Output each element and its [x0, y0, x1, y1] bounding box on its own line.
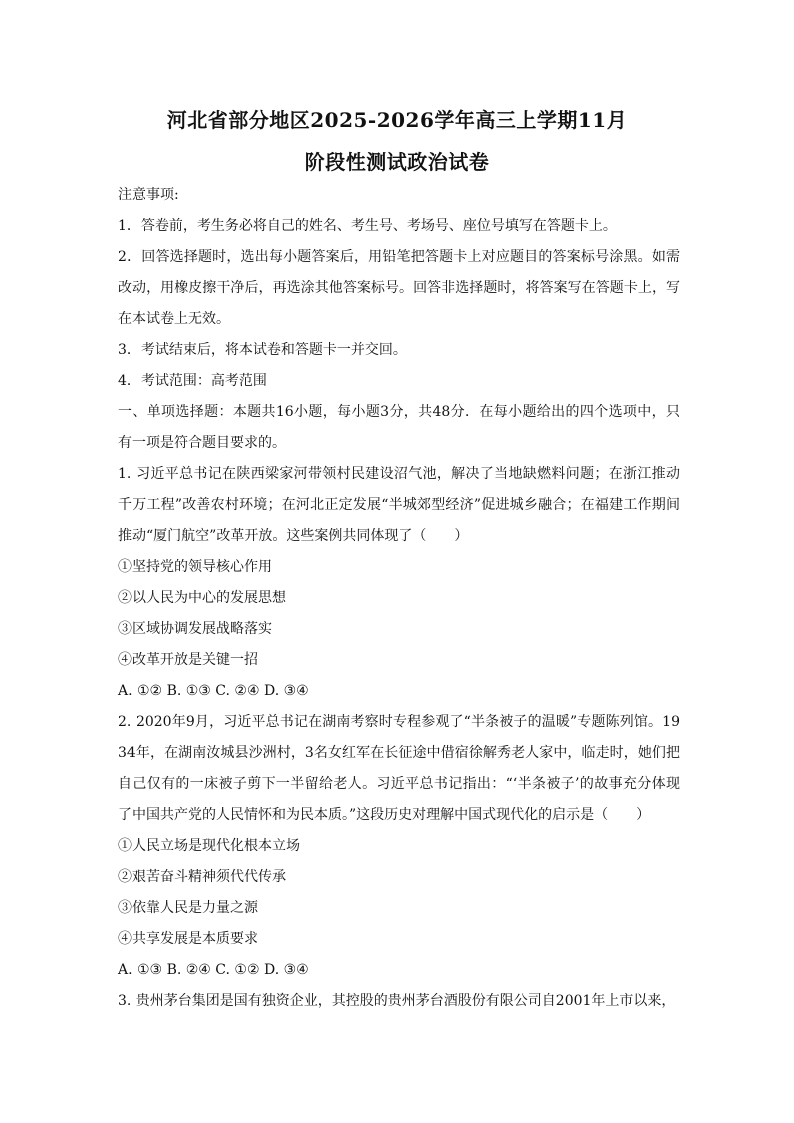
notice-item-4: 4．考试范围：高考范围: [118, 373, 267, 389]
section-heading: 一、单项选择题：本题共16小题，每小题3分，共48分．在每小题给出的四个选项中，只有一项是符合题目要求的。: [118, 404, 680, 451]
statement-1: ①人民立场是现代化根本立场: [118, 838, 300, 854]
statement-3: ③区域协调发展战略落实: [118, 621, 272, 637]
answer-choices: A. ①③ B. ②④ C. ①② D. ③④: [118, 962, 309, 978]
question-2: [118, 707, 680, 986]
page-title: 河北省部分地区2025-2026学年高三上学期11月: [166, 108, 628, 132]
question-1: [118, 459, 680, 707]
notice-label: 注意事项:: [118, 187, 179, 203]
question-stem: 3. 贵州茅台集团是国有独资企业，其控股的贵州茅台酒股份有限公司自2001年上市以来，: [118, 993, 676, 1009]
notice-item-1: 1．答卷前，考生务必将自己的姓名、考生号、考场号、座位号填写在答题卡上。: [118, 218, 617, 234]
question-stem: 1. 习近平总书记在陕西梁家河带领村民建设沼气池，解决了当地缺燃料问题；在浙江推动千万工程”改善农村环境；在河北正定发展“半城郊型经济”促进城乡融合；在福建工作期间推动“厦门航空”改革开放。这些案例共同体现了（ ）: [118, 466, 680, 544]
notice-item-3: 3．考试结束后，将本试卷和答题卡一并交回。: [118, 342, 407, 358]
statement-4: ④改革开放是关键一招: [118, 652, 258, 668]
notice-item-2: 2．回答选择题时，选出每小题答案后，用铅笔把答题卡上对应题目的答案标号涂黑。如需改动，用橡皮擦干净后，再选涂其他答案标号。回答非选择题时，将答案写在答题卡上，写在本试卷上无效。: [118, 249, 680, 327]
page-subtitle: 阶段性测试政治试卷: [304, 150, 490, 174]
question-stem: 2. 2020年9月，习近平总书记在湖南考察时专程参观了“半条被子的温暖”专题陈列馆。1934年，在湖南汝城县沙洲村，3名女红军在长征途中借宿徐解秀老人家中，临走时，她们把自己仅有的一床被子剪下一半留给老人。习近平总书记指出：“‘半条被子’的故事充分体现了中国共产党的人民情怀和为民本质。”这段历史对理解中国式现代化的启示是（ ）: [118, 714, 680, 823]
question-3: [118, 986, 680, 1017]
statement-3: ③依靠人民是力量之源: [118, 900, 258, 916]
statement-1: ①坚持党的领导核心作用: [118, 559, 272, 575]
statement-4: ④共享发展是本质要求: [118, 931, 258, 947]
exam-body: [118, 180, 680, 1017]
answer-choices: A. ①② B. ①③ C. ②④ D. ③④: [118, 683, 309, 699]
statement-2: ②以人民为中心的发展思想: [118, 590, 286, 606]
statement-2: ②艰苦奋斗精神须代代传承: [118, 869, 286, 885]
